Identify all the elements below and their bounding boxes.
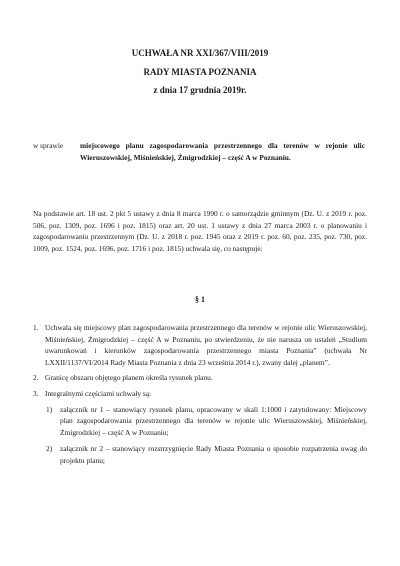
resolution-number: UCHWAŁA NR XXI/367/VIII/2019 [131, 48, 269, 58]
council-name: RADY MIASTA POZNANIA [143, 67, 257, 77]
subject-label: w sprawie [33, 141, 64, 150]
item-number: 3. [33, 388, 39, 398]
item-number: 2. [33, 373, 39, 383]
item-number: 1. [33, 323, 39, 332]
sub-list-item [46, 404, 367, 439]
legal-basis-paragraph: Na podstawie art. 18 ust. 2 pkt 5 ustawy z dnia 8 marca 1990 r. o samorządzie gminnym (Dz. U. z 2019 r. poz. 506, poz. 1309, poz. 1696 i poz. 1815) oraz art. 20 ust. 1 ustawy z dnia 27 marca 2003 r. o planowaniu i zagospodarowaniu przestrzennym (Dz. U. z 2018 r. poz. 1945 oraz z 2019 r. poz. 60, poz. 235, poz. 730, poz. 1009, poz. 1524, poz. 1696, poz. 1716 i poz. 1815) uchwala się, co następuje: [33, 209, 367, 253]
subject-text: miejscowego planu zagospodarowania przestrzennego dla terenów w rejonie ulic Wieruszowskiej, Miśnieńskiej, Żmigrodzkiej – część A w Poznaniu. [80, 141, 365, 162]
subitem-number: 1) [46, 404, 53, 414]
sub-list-item [46, 443, 367, 466]
subitem-text: załącznik nr 2 – stanowiący rozstrzygnięcie Rady Miasta Poznania o sposobie rozpatrzenia uwag do projektu planu; [60, 444, 367, 465]
item-text: Integralnymi częściami uchwały są: [45, 388, 152, 398]
section-items [33, 322, 367, 472]
list-item [33, 322, 367, 368]
resolution-date: z dnia 17 grudnia 2019r. [153, 85, 247, 95]
subitem-number: 2) [46, 444, 53, 454]
list-item [33, 372, 367, 384]
item-text: Uchwala się miejscowy plan zagospodarowania przestrzennego dla terenów w rejonie ulic Wieruszowskiej, Miśnieńskiej, Żmigrodzkiej – część A w Poznaniu, po stwierdzeniu, że nie narusza on ustaleń „Studium uwarunkowań i kierunków zagospodarowania przestrzennego miasta Poznania” (uchwała Nr LXXII/1137/VI/2014 Rady Miasta Poznania z dnia 23 września 2014 r.), zwany dalej „planem”. [45, 323, 367, 367]
list-item [33, 388, 367, 400]
item-text: Granicę obszaru objętego planem określa rysunek planu. [45, 373, 213, 383]
section-heading: § 1 [195, 295, 205, 304]
subitem-text: załącznik nr 1 – stanowiący rysunek planu, opracowany w skali 1:1000 i zatytułowany: Miejscowy plan zagospodarowania przestrzennego dla terenów w rejonie ulic Wieruszowskiej, Miśnieńskiej, Żmigrodzkiej – część A w Poznaniu; [60, 404, 367, 437]
